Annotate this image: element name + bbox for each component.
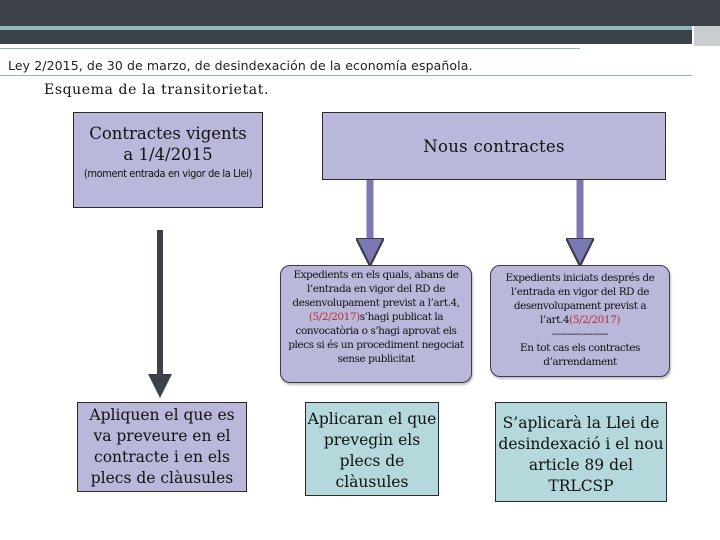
contractes-vigents-title: Contractes vigents a 1/4/2015 [89, 124, 247, 164]
box-contractes-vigents [73, 112, 263, 208]
scheme-subtitle: Esquema de la transitorietat. [44, 82, 270, 98]
nous-contractes-title: Nous contractes [423, 137, 565, 156]
expedients-despres-date: (5/2/2017) [569, 314, 620, 326]
box-aplicara-llei [495, 402, 667, 502]
law-title: Ley 2/2015, de 30 de marzo, de desindexación de la economía española. [8, 58, 473, 73]
apliquen-text: Apliquen el que es va preveure en el contracte i en els plecs de clàusules [89, 406, 235, 487]
aplicaran-text: Aplicaran el que prevegin els plecs de clàusules [307, 410, 437, 491]
box-nous-contractes [322, 112, 666, 180]
expedients-abans-date: (5/2/2017) [308, 311, 360, 323]
expedients-despres-separator: ------------------ [552, 328, 608, 340]
box-expedients-despres [490, 265, 670, 377]
expedients-abans-text: Expedients en els quals, abans de l’entrada en vigor del RD de desenvolupament previst a l’art.4, [292, 269, 460, 309]
aplicara-text: S’aplicarà la Llei de desindexació i el nou article 89 del TRLCSP [498, 414, 664, 495]
expedients-despres-text-cont: En tot cas els contractes d’arrendament [520, 342, 640, 368]
contractes-vigents-note: (moment entrada en vigor de la Llei) [83, 167, 253, 180]
expedients-despres-text: Expedients iniciats després de l’entrada en vigor del RD de desenvolupament previst a l’art.4 [505, 272, 655, 326]
expedients-abans-text-cont: s’hagi publicat la convocatòria o s’hagi aprovat els plecs si és un procediment negociat sense publicitat [288, 311, 464, 365]
box-expedients-abans [280, 265, 472, 383]
box-apliquen [77, 402, 247, 492]
box-aplicaran [305, 402, 439, 496]
